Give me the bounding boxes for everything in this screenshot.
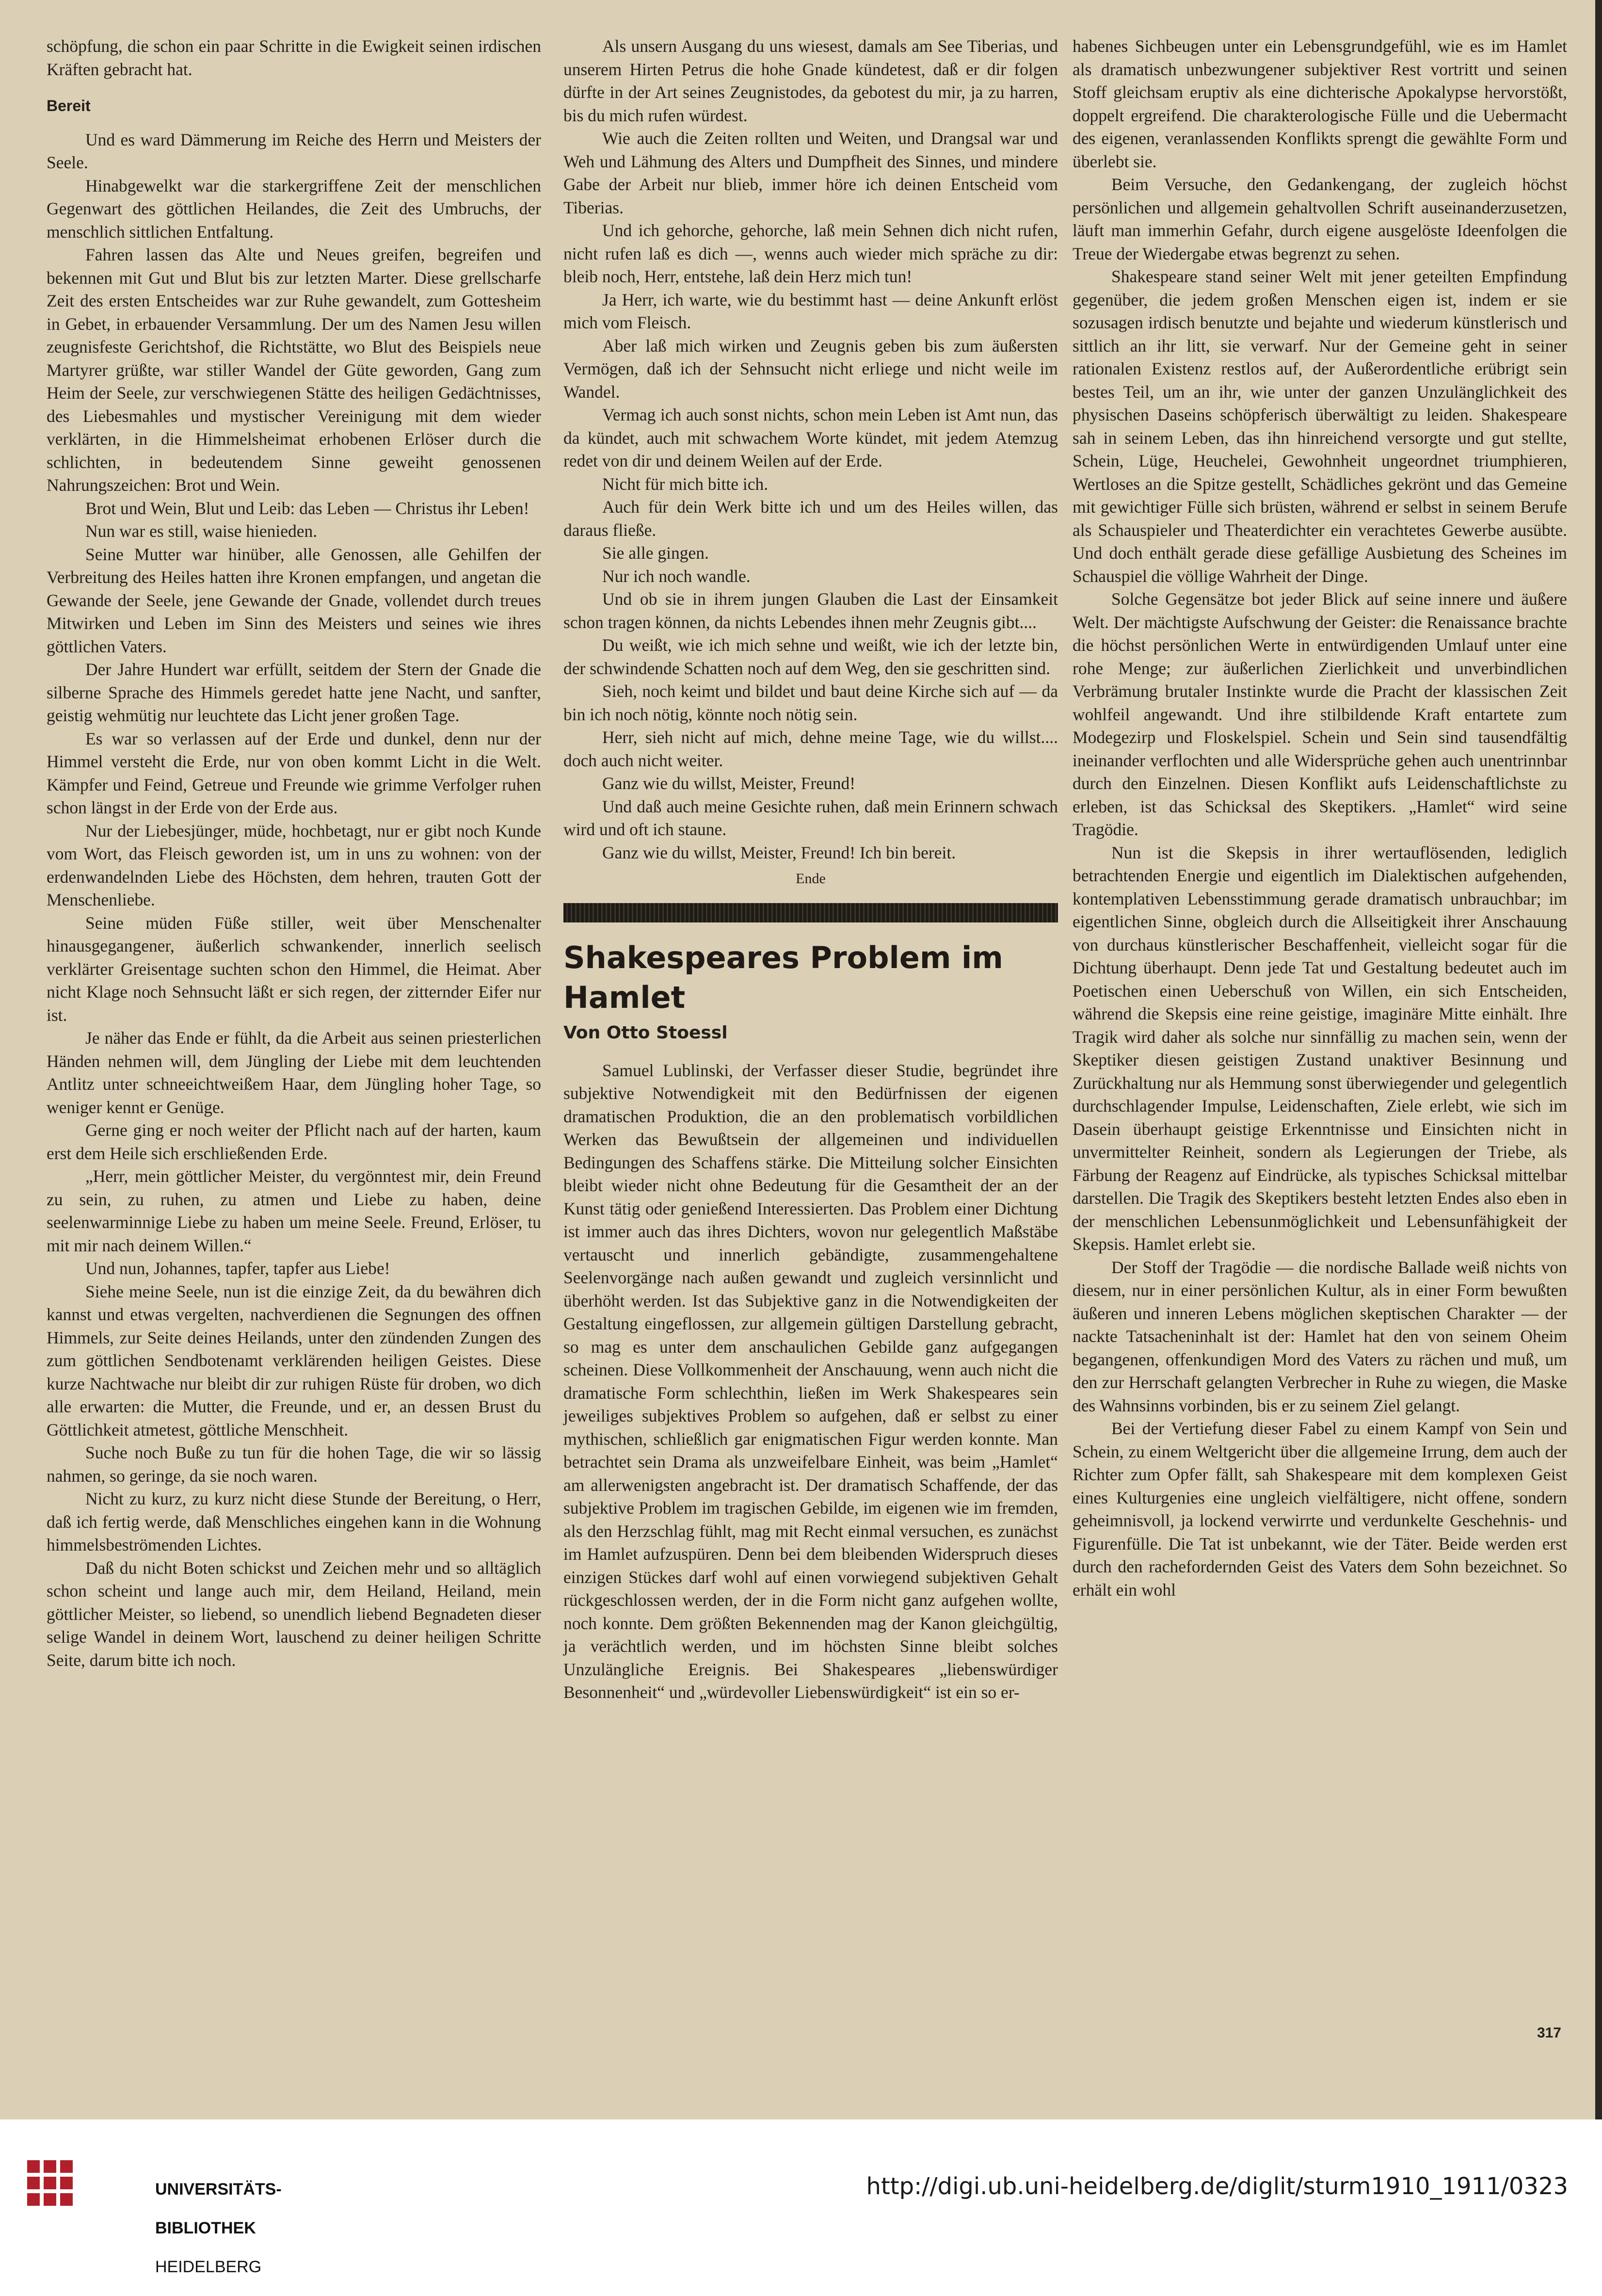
ende-label: Ende bbox=[796, 871, 826, 887]
paragraph: Ganz wie du willst, Meister, Freund! bbox=[602, 774, 856, 793]
footer-bar bbox=[0, 2119, 1602, 2276]
library-name-line: BIBLIOTHEK bbox=[155, 2219, 256, 2237]
footer-divider bbox=[0, 2119, 1602, 2121]
paragraph: Wie auch die Zeiten rollten und Weiten, und Drangsal war und Weh und Lähmung des Alters und Dumpfheit des Sinnes, und mindere Gabe der Arbeit nur blieb, immer höre ich deinen Entscheid vom Tiberias. bbox=[563, 129, 1058, 217]
paragraph: Und nun, Johannes, tapfer, tapfer aus Liebe! bbox=[85, 1259, 390, 1278]
paragraph: Sieh, noch keimt und bildet und baut deine Kirche sich auf — da bin ich noch nötig, könnte noch nötig sein. bbox=[563, 681, 1058, 724]
paragraph: Der Jahre Hundert war erfüllt, seitdem der Stern der Gnade die silberne Sprache des Himmels geredet hatte jene Nacht, und sanfter, geistig wehmütig nur leuchtete das Licht jener großen Tage. bbox=[47, 660, 541, 725]
paragraph: Und daß auch meine Gesichte ruhen, daß mein Erinnern schwach wird und oft ich staune. bbox=[563, 796, 1058, 839]
article-title: Shakespeares Problem im Hamlet bbox=[563, 939, 1003, 1015]
paragraph: Suche noch Buße zu tun für die hohen Tage, die wir so lässig nahmen, so geringe, da sie noch waren. bbox=[47, 1443, 541, 1486]
paragraph: Und es ward Dämmerung im Reiche des Herrn und Meisters der Seele. bbox=[47, 129, 541, 172]
paragraph: Du weißt, wie ich mich sehne und weißt, wie ich der letzte bin, der schwindende Schatten noch auf dem Weg, den sie geschritten sind. bbox=[563, 635, 1058, 678]
paragraph: Aber laß mich wirken und Zeugnis geben bis zum äußersten Vermögen, daß ich der Sehnsucht nicht erliege und nicht weile im Wandel. bbox=[563, 336, 1058, 402]
paragraph: Und ob sie in ihrem jungen Glauben die Last der Einsamkeit schon tragen können, da nichts Lebendes ihnen mehr Zeugnis gibt.... bbox=[563, 589, 1058, 632]
paragraph: Als unsern Ausgang du uns wiesest, damals am See Tiberias, und unserem Hirten Petrus die hohe Gnade kündetest, daß er dir folgen dürfte in der Art seines Zeugnistodes, da gebotest du mir, ja zu harren, bis du mich rufen würdest. bbox=[563, 36, 1058, 125]
paragraph: Hinabgewelkt war die starkergriffene Zeit der menschlichen Gegenwart des göttlichen Heilandes, die Zeit des Umbruchs, der menschlich sittlichen Entfaltung. bbox=[47, 176, 541, 242]
paragraph: Sie alle gingen. bbox=[602, 543, 709, 563]
paragraph: Seine Mutter war hinüber, alle Genossen, alle Gehilfen der Verbreitung des Heiles hatten ihre Kronen empfangen, und angetan die Gewande der Seele, jene Gewande der Gnade, vollendet durch treues Mitwirken und Leben im Sinn des Meisters und seines wie ihres göttlichen Vaters. bbox=[47, 544, 541, 656]
paragraph: Herr, sieh nicht auf mich, dehne meine Tage, wie du willst.... doch auch nicht weiter. bbox=[563, 728, 1058, 770]
section-heading: Bereit bbox=[47, 97, 91, 114]
paragraph: Nun war es still, waise hienieden. bbox=[85, 521, 318, 541]
paragraph: Gerne ging er noch weiter der Pflicht nach auf der harten, kaum erst dem Heile sich erschließenden Erde. bbox=[47, 1120, 541, 1163]
paragraph: Der Stoff der Tragödie — die nordische Ballade weiß nichts von diesem, nur in einer persönlichen Kultur, als in einer Form bewußten äußeren und inneren Lebens möglichen skeptischen Charakter — der nackte Tatsacheninhalt ist der: Hamlet hat den von seinem Oheim begangenen, offenkundigen Mord des Vaters zu rächen und muß, um den zur Herrschaft gelangten Verbrecher in Ruhe zu wiegen, die Maske des Wahnsinns vorbinden, bis er zu seinem Ziel gelangt. bbox=[1073, 1257, 1567, 1415]
library-name bbox=[155, 2160, 282, 2296]
library-name-line: UNIVERSITÄTS- bbox=[155, 2180, 282, 2199]
paragraph: Es war so verlassen auf der Erde und dunkel, denn nur der Himmel versteht die Erde, nur von oben kommt Licht in die Welt. Kämpfer und Feind, Getreue und Freunde wie grimme Verfolger ruhen schon längst in der Erde von der Erde aus. bbox=[47, 728, 541, 817]
paragraph: Beim Versuche, den Gedankengang, der zugleich höchst persönlichen und allgemein gehaltvollen Schrift auseinanderzusetzen, läuft man immerhin Gefahr, durch eigene ausgelöste Ideenfolgen die Treue der Wiedergabe etwas begrenzt zu sehen. bbox=[1073, 175, 1567, 263]
page-number: 317 bbox=[1537, 2025, 1561, 2041]
paragraph: Daß du nicht Boten schickst und Zeichen mehr und so alltäglich schon scheint und lange auch mir, dem Heiland, Heiland, mein göttlicher Meister, so liebend, so unendlich liebend Begnadeten dieser selige Wandel in deinem Wort, lauschend zu deiner heiligen Schritte Seite, darum bitte ich noch. bbox=[47, 1558, 541, 1670]
paragraph: Vermag ich auch sonst nichts, schon mein Leben ist Amt nun, das da kündet, auch mit schwachem Worte kündet, mit jedem Atemzug redet von dir und deinem Weilen auf der Erde. bbox=[563, 405, 1058, 470]
library-name-line: HEIDELBERG bbox=[155, 2258, 262, 2276]
byline: Von Otto Stoessl bbox=[563, 1022, 728, 1043]
paragraph: Samuel Lublinski, der Verfasser dieser Studie, begründet ihre subjektive Notwendigkeit mit den Bedürfnissen der eigenen dramatischen Produktion, die an den problematisch vorbildlichen Werken das Bewußtsein der allgemeinen und individuellen Bedingungen des Schaffens stärke. Die Mitteilung solcher Einsichten bleibt wieder nicht ohne Bedeutung für die Gesamtheit der an der Kunst tätig oder genießend Interessierten. Das Problem einer Dichtung ist immer auch das ihres Dichters, wovon nur gelegentlich Maßstäbe vertauscht und innerlich gebändigte, zusammengehaltene Seelenvorgänge nach außen gewandt und zugleich versinnlicht und überhöht werden. Ist das Subjektive ganz in die Notwendigkeiten der Gestaltung eingeflossen, zur allgemein gültigen Darstellung gebracht, so mag es unter dem anschaulichen Gebilde ganz aufgegangen scheinen. Diese Vollkommenheit der Anschauung, wenn auch nicht die dramatische Form schlechthin, ließen im Werk Shakespeares sein jeweiliges subjektives Problem so aufgehen, daß er selbst zu einer mythischen, schließlich gar enigmatischen Figur werden konnte. Man betrachtet sein Drama als unzweifelbare Einheit, was beim „Hamlet“ am allerwenigsten angebracht ist. Der dramatisch Schaffende, der das subjektive Problem im tragischen Gebilde, im eigenen wie im fremden, als den Herzschlag fühlt, mag mit Recht einmal versuchen, es zunächst im Hamlet aufzuspüren. Denn bei dem bleibenden Widerspruch dieses einzigen Stückes darf wohl auf einen vorwiegend subjektiven Gehalt rückgeschlossen werden, der in die Form nicht ganz aufgehen wollte, noch konnte. Dem größten Bekennenden mag der Kanon gleichgültig, ja verächtlich werden, und im höchsten Sinne bleibt solches Unzulängliche Ereignis. Bei Shakespeares „liebenswürdiger Besonnenheit“ und „würdevoller Liebenswürdigkeit“ ist ein so er- bbox=[563, 1060, 1058, 1702]
paragraph: Seine müden Füße stiller, weit über Menschenalter hinausgegangener, äußerlich schwankender, innerlich seelisch verklärter Greisentage suchten schon den Himmel, die Heimat. Aber nicht Klage noch Sehnsucht läßt er sich regen, der zitternder Eifer nur ist. bbox=[47, 913, 541, 1025]
ornamental-divider bbox=[563, 903, 1058, 922]
source-url-link[interactable]: http://digi.ub.uni-heidelberg.de/diglit/sturm1910_1911/0323 bbox=[866, 2173, 1568, 2200]
paragraph: Shakespeare stand seiner Welt mit jener geteilten Empfindung gegenüber, die jedem großen Menschen eigen ist, indem er sie sozusagen irdisch benutzte und bejahte und wiederum künstlerisch und sittlich an ihr litt, sie verwarf. Nur der Gemeine geht in seiner rationalen Existenz restlos auf, der Außerordentliche erübrigt sein bestes Teil, um an ihr, wie unter der ganzen Unzulänglichkeit des physischen Daseins schöpferisch überwältigt zu leiden. Shakespeare sah in seinem Leben, das ihn hinreichend versorgte und gut stellte, Schein, Lüge, Heuchelei, Gewohnheit ungeordnet triumphieren, Wertloses an die Spitze gestellt, Schädliches gekrönt und das Gemeine mit gewichtiger Fülle sich brüsten, während er selbst in seinem Berufe als Schauspieler und Theaterdichter ein verachtetes Gewerbe ausübte. Und doch enthält gerade diese gefällige Ausbietung des Scheines im Schauspiel die völlige Wahrheit der Dinge. bbox=[1073, 267, 1567, 586]
paragraph: Ja Herr, ich warte, wie du bestimmt hast — deine Ankunft erlöst mich vom Fleisch. bbox=[563, 290, 1058, 332]
paragraph: Bei der Vertiefung dieser Fabel zu einem Kampf von Sein und Schein, zu einem Weltgericht über die allgemeine Irrung, dem auch der Richter zum Opfer fällt, sah Shakespeare mit dem komplexen Geist eines Kulturgenies eine ungleich vielfältigere, nicht offene, sondern geheimnisvoll, ja lockend verwirrte und verdunkelte Geschehnis- und Figurenfülle. Die Tat ist unbekannt, wie der Täter. Beide werden erst durch den rachefordernden Geist des Vaters dem Sohn bezeichnet. So erhält ein wohl bbox=[1073, 1419, 1567, 1600]
paragraph: Solche Gegensätze bot jeder Blick auf seine innere und äußere Welt. Der mächtigste Aufschwung der Geister: die Renaissance brachte die höchst persönlichen Werte in entwürdigenden Umlauf unter eine rohe Menge; zur äußerlichen Zierlichkeit und unverbindlichen Verbrämung brutaler Instinkte wurde die Pracht der klassischen Zeit wohlfeil angewandt. Und ihre stilbildende Kraft entartete zum Modegezirp und Floskelspiel. Schein und Sein sind tausendfältig ineinander verflochten und alle Widersprüche gehen auch unentrinnbar durch den Einzelnen. Diesen Konflikt aufs Leidenschaftlichste zu erleben, ist das Schicksal des Skeptikers. „Hamlet“ wird seine Tragödie. bbox=[1073, 589, 1567, 839]
paragraph: Nicht zu kurz, zu kurz nicht diese Stunde der Bereitung, o Herr, daß ich fertig werde, daß Menschliches eingehen kann in die Wohnung himmelsbeströmenden Lichtes. bbox=[47, 1489, 541, 1554]
column-middle bbox=[563, 35, 1058, 1704]
paragraph: Nun ist die Skepsis in ihrer wertauflösenden, lediglich betrachtenden Energie und eigentlich im Dialektischen aufgehenden, kontemplativen Lebensstimmung gerade dramatisch unbrauchbar; im eigentlichen Sinne, obgleich durch die Allseitigkeit ihrer Anschauung von durchaus künstlerischer Beschaffenheit, vielleicht sogar für die Dichtung überhaupt. Denn jede Tat und Gestaltung bedeutet auch im Poetischen einen Ueberschuß von Willen, ein sich Entscheiden, während die Skepsis eine reine geistige, imaginäre Mitte einhält. Ihre Tragik wird daher als solche nur sinnfällig zu machen sein, wenn der Skeptiker diesen geistigen Zustand unaktiver Besinnung und Zurückhaltung nur als Hemmung sonst überwiegender und gelegentlich durchschlagender Impulse, Leidenschaften, Ziele erlebt, wie sich im Dasein überhaupt geistige Erkenntnisse und Einsichten nicht in unvermittelter Reinheit, sondern als Legierungen der Triebe, als Färbung der Reagenz auf Eindrücke, als typisches Schicksal mittelbar darstellen. Die Tragik des Skeptikers besteht letzten Endes also eben in der menschlichen Lebensunmöglichkeit und Lebensunfähigkeit der Skepsis. Hamlet erlebt sie. bbox=[1073, 842, 1567, 1254]
paragraph: Nicht für mich bitte ich. bbox=[602, 474, 769, 494]
paragraph: Nur der Liebesjünger, müde, hochbetagt, nur er gibt noch Kunde vom Wort, das Fleisch geworden ist, um in uns zu wohnen: von der erdenwandelnden Liebe des Höchsten, dem hehren, trauten Gott der Menschenliebe. bbox=[47, 821, 541, 909]
paragraph: Ganz wie du willst, Meister, Freund! Ich bin bereit. bbox=[602, 842, 956, 862]
column-right bbox=[1073, 35, 1567, 1601]
paragraph: Brot und Wein, Blut und Leib: das Leben — Christus ihr Leben! bbox=[85, 498, 529, 518]
paragraph: schöpfung, die schon ein paar Schritte in die Ewigkeit seinen irdischen Kräften gebracht hat. bbox=[47, 36, 541, 79]
paragraph: Siehe meine Seele, nun ist die einzige Zeit, da du bewähren dich kannst und etwas vergelten, nachverdienen die Segnungen des offnen Himmels, zur Seite deines Heilands, unter den zündenden Zungen des zum göttlichen Sendbotenamt verklärenden heiligen Geistes. Diese kurze Nachtwache nur bleibt dir zur ruhigen Rüste für droben, wo dich alle erwarten: die Mutter, die Freunde, und er, an dessen Brust du Göttlichkeit atmetest, göttliche Menschheit. bbox=[47, 1281, 541, 1439]
column-left bbox=[47, 35, 541, 1672]
paragraph: Je näher das Ende er fühlt, da die Arbeit aus seinen priesterlichen Händen nehmen will, dem Jüngling der Liebe mit dem leuchtenden Antlitz unter schneeichtweißem Haar, dem Jüngling hoher Tage, so weniger kennt er Genüge. bbox=[47, 1028, 541, 1117]
paragraph: „Herr, mein göttlicher Meister, du vergönntest mir, dein Freund zu sein, zu ruhen, zu atmen und Liebe zu haben, deine seelenwarminnige Liebe zu haben um meine Seele. Freund, Erlöser, tu mit mir nach deinem Willen.“ bbox=[47, 1166, 541, 1255]
paragraph: Und ich gehorche, gehorche, laß mein Sehnen dich nicht rufen, nicht rufen laß es dich —, wenns auch wieder mich spräche zu dir: bleib noch, Herr, entstehe, laß dein Herz mich tun! bbox=[563, 221, 1058, 286]
university-library-logo-icon bbox=[27, 2160, 134, 2218]
paragraph: habenes Sichbeugen unter ein Lebensgrundgefühl, wie es im Hamlet als dramatisch unbezwungener subjektiver Rest vortritt und seinen Stoff gleichsam eruptiv als eine dichterische Apokalypse hervorstößt, doppelt ergreifend. Die charakterologische Fülle und die Uebermacht des eigenen, veranlassenden Konflikts sprengt die gewählte Form und überlebt sie. bbox=[1073, 36, 1567, 171]
paragraph: Auch für dein Werk bitte ich und um des Heiles willen, das daraus fließe. bbox=[563, 497, 1058, 540]
paragraph: Fahren lassen das Alte und Neues greifen, begreifen und bekennen mit Gut und Blut bis zur letzten Marter. Diese grellscharfe Zeit des ersten Entscheides war zur Ruhe gewandelt, zum Gottesheim in Gebet, in erbauender Versammlung. Der um des Namen Jesu willen zeugnisfeste Gerichtshof, die Richtstätte, wo Blut des Beispiels neue Martyrer grüßte, war stiller Wandel der Güte geworden, Gang zum Heim der Seele, zur verschwiegenen Stätte des heiligen Gedächtnisses, des Liebesmahles und mystischer Vereinigung mit dem wieder verklärten, in die Himmelsheimat erhobenen Erlöser durch die schlichten, in bedeutendem Sinne geweiht genossenen Nahrungszeichen: Brot und Wein. bbox=[47, 245, 541, 495]
paragraph: Nur ich noch wandle. bbox=[602, 566, 751, 586]
